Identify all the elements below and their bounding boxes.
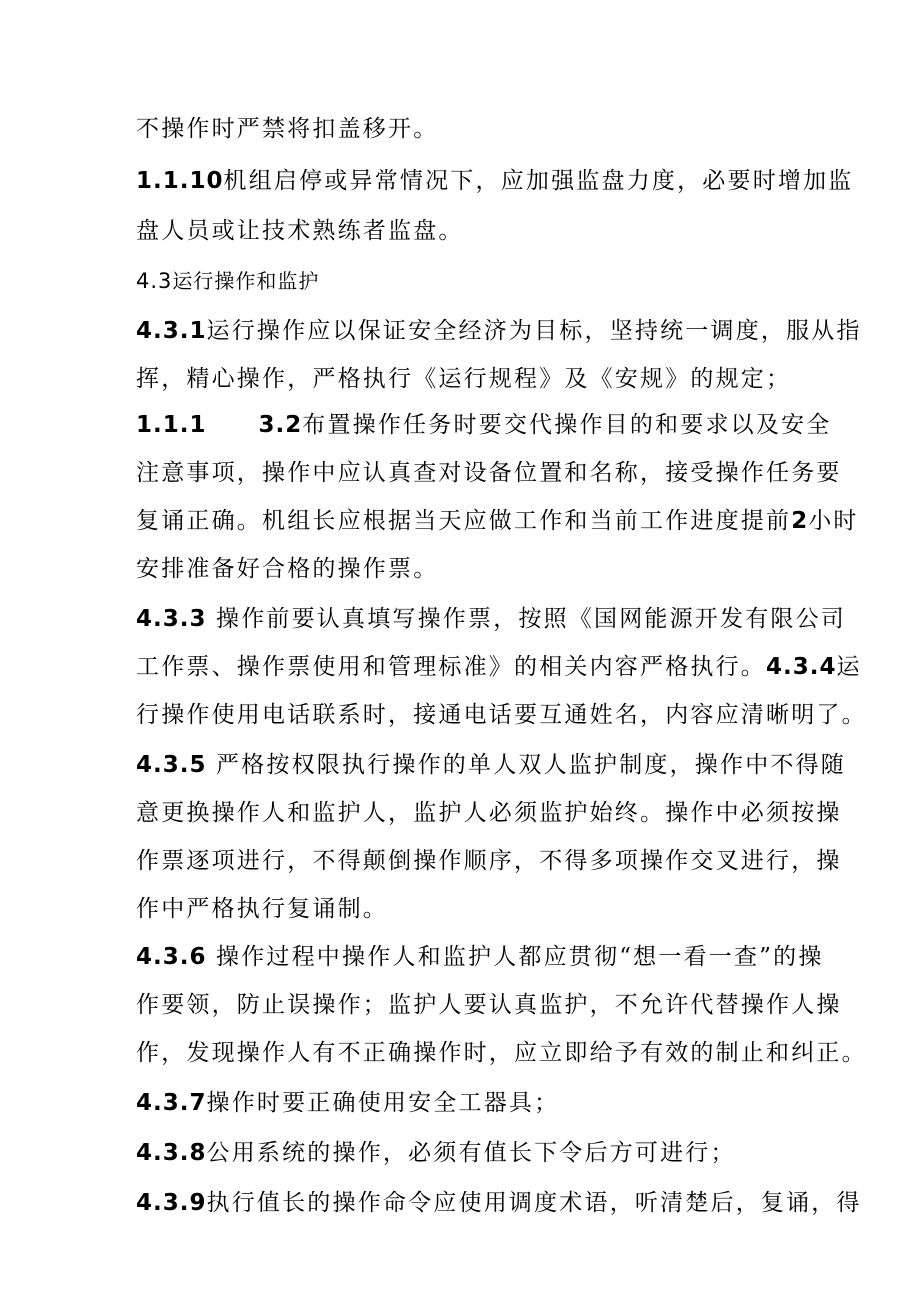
paragraph-line [136,1038,867,1068]
line-text: 操作前要认真填写操作票，按照《国网能源开发有限公司 [206,606,847,632]
paragraph-line [136,652,862,682]
clause-number: 4.3.7 [136,1090,207,1116]
paragraph-line [136,114,438,144]
paragraph-line [136,506,859,536]
line-text: 工作票、操作票使用和管理标准》的相关内容严格执行。 [136,654,766,680]
clause-4-3-9 [136,1188,862,1218]
line-text: 行操作使用电话联系时，接通电话要互通姓名，内容应清晰明了。 [136,702,867,728]
line-text: 作票逐项进行，不得颠倒操作顺序，不得多项操作交叉进行，操 [136,848,842,874]
line-text: 挥，精心操作，严格执行《运行规程》及《安规》的规定； [136,366,792,392]
line-text: 安排准备好合格的操作票。 [136,556,439,582]
line-text: 机组启停或异常情况下，应加强监盘力度，必要时增加监 [223,168,854,194]
clause-number: 1.1.10 [136,168,224,194]
paragraph-line [136,990,842,1020]
paragraph-line [136,700,867,730]
line-text-after: 运 [836,654,862,680]
paragraph-line [136,364,791,394]
line-text: 作要领，防止误操作；监护人要认真监护，不允许代替操作人操 [136,992,842,1018]
line-text: 公用系统的操作，必须有值长下令后方可进行； [206,1140,736,1166]
line-text: 注意事项，操作中应认真查对设备位置和名称，接受操作任务要 [136,460,842,486]
clause-1-1-1 [136,410,831,440]
line-text: 盘人员或让技术熟练者监盘。 [136,218,464,244]
clause-number: 4.3.5 [136,752,207,778]
clause-1-1-10 [136,166,854,196]
line-text: 执行值长的操作命令应使用调度术语，听清楚后，复诵，得 [206,1190,862,1216]
clause-4-3-1 [136,316,862,346]
section-heading-4-3 [136,266,319,296]
inline-number: 2 [791,508,809,534]
inline-clause-number: 4.3.4 [766,654,837,680]
clause-number: 4.3.1 [136,318,207,344]
line-text: 布置操作任务时要交代操作目的和要求以及安全 [302,412,832,438]
section-title: 运行操作和监护 [172,269,320,293]
paragraph-line [136,554,438,584]
line-text: 意更换操作人和监护人，监护人必须监护始终。操作中必须按操 [136,800,842,826]
clause-number: 4.3.9 [136,1190,207,1216]
line-text-after: 小时 [808,508,859,534]
clause-number-secondary: 3.2 [258,412,303,438]
paragraph-line [136,798,842,828]
clause-4-3-5 [136,750,846,780]
clause-4-3-3 [136,604,846,634]
line-text: 操作过程中操作人和监护人都应贯彻“想一看一查”的操 [206,944,824,970]
paragraph-line [136,846,842,876]
section-number: 4.3 [136,269,173,293]
clause-number: 4.3.6 [136,944,207,970]
line-text: 操作时要正确使用安全工器具； [206,1090,560,1116]
clause-number: 4.3.8 [136,1140,207,1166]
line-text: 运行操作应以保证安全经济为目标，坚持统一调度，服从指 [206,318,862,344]
clause-number: 4.3.3 [136,606,207,632]
line-text: 复诵正确。机组长应根据当天应做工作和当前工作进度提前 [136,508,792,534]
clause-4-3-6 [136,942,824,972]
clause-4-3-7 [136,1088,559,1118]
line-text: 作，发现操作人有不正确操作时，应立即给予有效的制止和纠正。 [136,1040,867,1066]
clause-4-3-8 [136,1138,736,1168]
clause-number: 1.1.1 [136,412,207,438]
paragraph-line [136,894,388,924]
line-text: 不操作时严禁将扣盖移开。 [136,116,439,142]
paragraph-line [136,458,842,488]
paragraph-line [136,216,464,246]
line-text: 严格按权限执行操作的单人双人监护制度，操作中不得随 [206,752,847,778]
line-text: 作中严格执行复诵制。 [136,896,388,922]
